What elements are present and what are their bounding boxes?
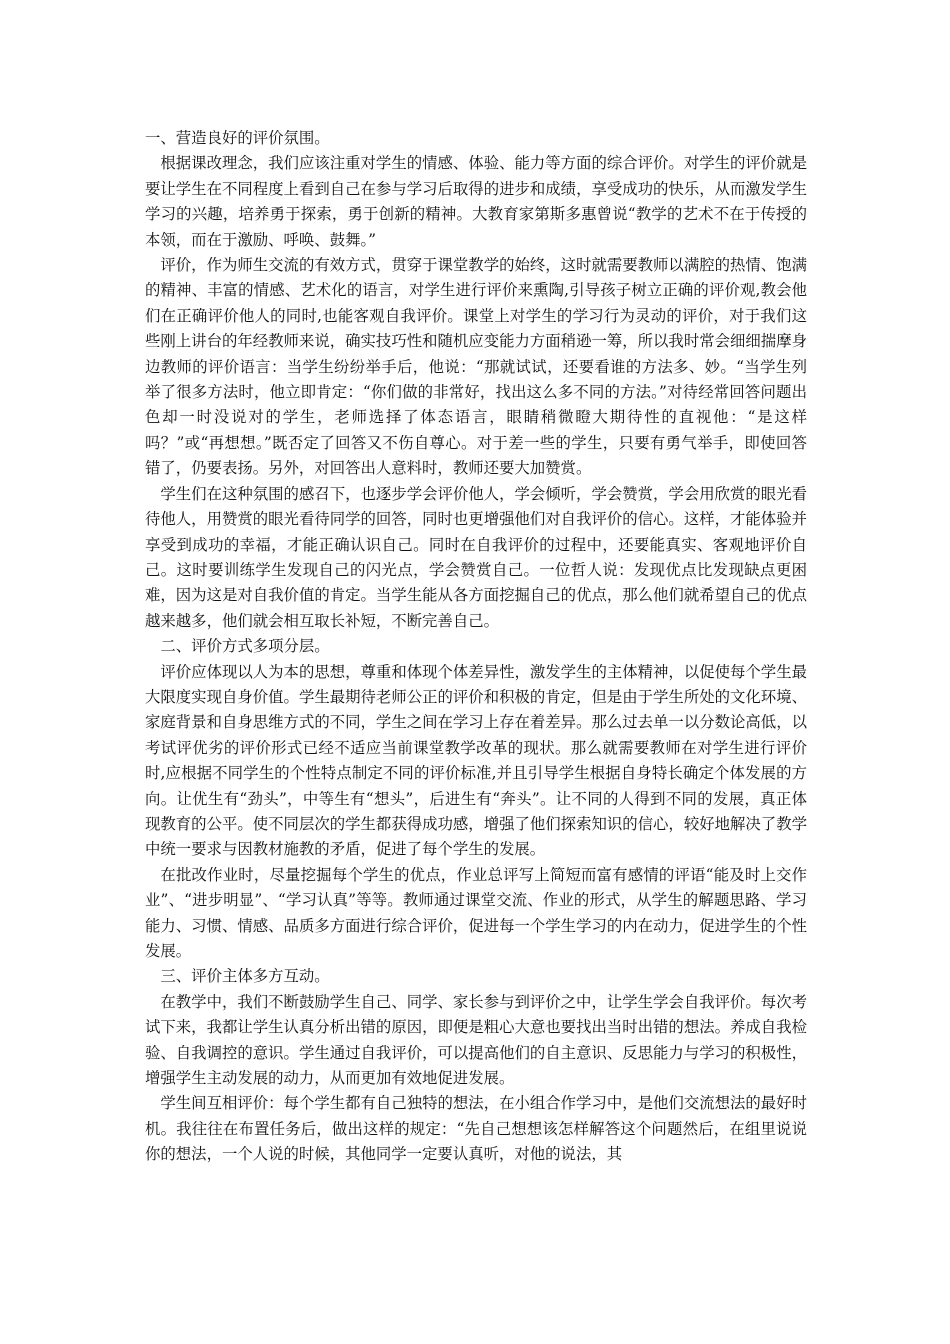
- paragraph-2: 评价，作为师生交流的有效方式，贯穿于课堂教学的始终，这时就需要教师以满腔的热情、饱满的精神、丰富的情感、艺术化的语言，对学生进行评价来熏陶,引导孩子树立正确的评价观,教会他们在正确评价他人的同时,也能客观自我评价。课堂上对学生的学习行为灵动的评价，对于我们这些刚上讲台的年经教师来说，确实技巧性和随机应变能力方面稍逊一筹，所以我时常会细细揣摩身边教师的评价语言：当学生纷纷举手后，他说：“那就试试，还要看谁的方法多、妙。“当学生列举了很多方法时，他立即肯定：“你们做的非常好，找出这么多不同的方法。”对待经常回答问题出色却一时没说对的学生，老师选择了体态语言，眼睛稍微瞪大期待性的直视他：“是这样吗？”或“再想想。”既否定了回答又不伤自尊心。对于差一些的学生，只要有勇气举手，即使回答错了，仍要表扬。另外，对回答出人意料时，教师还要大加赞赏。: [145, 256, 807, 478]
- paragraph-1: 根据课改理念，我们应该注重对学生的情感、体验、能力等方面的综合评价。对学生的评价就是要让学生在不同程度上看到自己在参与学习后取得的进步和成绩，享受成功的快乐，从而激发学生学习的兴趣，培养勇于探索，勇于创新的精神。大教育家第斯多惠曾说“教学的艺术不在于传授的本领，而在于激励、呼唤、鼓舞。”: [145, 154, 807, 249]
- document-body: [145, 126, 807, 1168]
- paragraph-4: 评价应体现以人为本的思想，尊重和体现个体差异性，激发学生的主体精神，以促使每个学生最大限度实现自身价值。学生最期待老师公正的评价和积极的肯定，但是由于学生所处的文化环境、家庭背景和自身思维方式的不同，学生之间在学习上存在着差异。那么过去单一以分数论高低，以考试评优劣的评价形式已经不适应当前课堂教学改革的现状。那么就需要教师在对学生进行评价时,应根据不同学生的个性特点制定不同的评价标准,并且引导学生根据自身特长确定个体发展的方向。让优生有“劲头”，中等生有“想头”，后进生有“奔头”。让不同的人得到不同的发展，真正体现教育的公平。使不同层次的学生都获得成功感，增强了他们探索知识的信心，较好地解决了教学中统一要求与因教材施教的矛盾，促进了每个学生的发展。: [145, 662, 807, 859]
- paragraph-5: 在批改作业时，尽量挖掘每个学生的优点，作业总评写上简短而富有感情的评语“能及时上交作业”、“进步明显”、“学习认真”等等。教师通过课堂交流、作业的形式，从学生的解题思路、学习能力、习惯、情感、品质多方面进行综合评价，促进每一个学生学习的内在动力，促进学生的个性发展。: [145, 865, 807, 960]
- paragraph-3: 学生们在这种氛围的感召下，也逐步学会评价他人，学会倾听，学会赞赏，学会用欣赏的眼光看待他人，用赞赏的眼光看待同学的回答，同时也更增强他们对自我评价的信心。这样，才能体验并享受到成功的幸福，才能正确认识自己。同时在自我评价的过程中，还要能真实、客观地评价自己。这时要训练学生发现自己的闪光点，学会赞赏自己。一位哲人说：发现优点比发现缺点更困难，因为这是对自我价值的肯定。当学生能从各方面挖掘自己的优点，那么他们就希望自己的优点越来越多，他们就会相互取长补短，不断完善自己。: [145, 484, 807, 630]
- paragraph-6: 在教学中，我们不断鼓励学生自己、同学、家长参与到评价之中，让学生学会自我评价。每次考试下来，我都让学生认真分析出错的原因，即便是粗心大意也要找出当时出错的想法。养成自我检验、自我调控的意识。学生通过自我评价，可以提高他们的自主意识、反思能力与学习的积极性，增强学生主动发展的动力，从而更加有效地促进发展。: [145, 992, 807, 1088]
- section-heading-2: 二、评价方式多项分层。: [160, 637, 330, 656]
- section-heading-3: 三、评价主体多方互动。: [160, 967, 330, 986]
- section-heading-1: 一、营造良好的评价氛围。: [145, 129, 330, 147]
- paragraph-7: 学生间互相评价：每个学生都有自己独特的想法，在小组合作学习中，是他们交流想法的最好时机。我往往在布置任务后，做出这样的规定：“先自己想想该怎样解答这个问题然后，在组里说说你的想法，一个人说的时候，其他同学一定要认真听，对他的说法，其: [145, 1094, 807, 1164]
